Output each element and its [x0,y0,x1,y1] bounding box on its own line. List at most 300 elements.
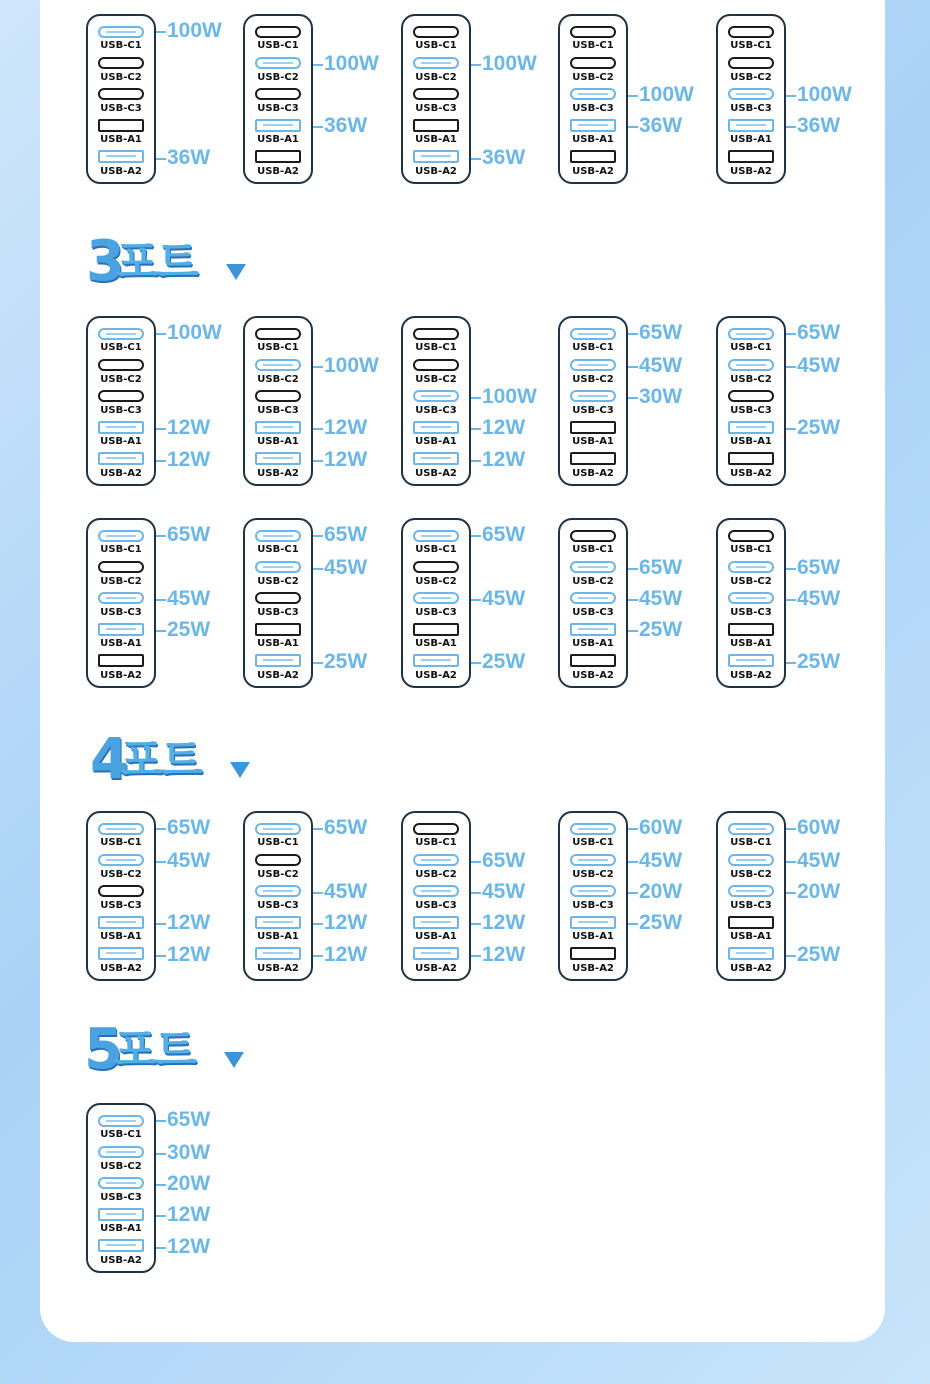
usb-c-port-icon [570,328,616,340]
port-label: USB-A1 [572,134,614,145]
watt-leader-line [156,535,166,537]
usb-a-port-icon [98,1208,144,1221]
usb-a-port-icon [98,1239,144,1252]
usb-a-port-icon [728,452,774,465]
watt-leader-line [628,333,638,335]
usb-a-port-icon [413,421,459,434]
watt-leader-line [786,955,796,957]
watt-leader-line [628,861,638,863]
usb-c-port-icon [570,823,616,835]
usb-a-port-icon [98,119,144,132]
wattage-label: 12W [482,416,526,439]
charger-diagram [558,811,628,981]
watt-leader-line [471,535,481,537]
port-label: USB-C3 [100,607,142,618]
usb-a-port-icon [98,654,144,667]
port-label: USB-C1 [415,40,457,51]
usb-a-port-icon [255,150,301,163]
watt-leader-line [786,428,796,430]
wattage-label: 12W [167,1203,211,1226]
charger-diagram [401,518,471,688]
wattage-label: 12W [482,943,526,966]
watt-leader-line [313,568,323,570]
usb-a-port-icon [413,947,459,960]
port-label: USB-C2 [257,576,299,587]
usb-c-port-icon [98,561,144,573]
usb-c-port-icon [98,530,144,542]
port-label: USB-C3 [100,103,142,114]
watt-leader-line [313,892,323,894]
wattage-label: 45W [639,354,683,377]
usb-a-port-icon [728,623,774,636]
usb-a-port-icon [728,916,774,929]
watt-leader-line [156,955,166,957]
port-label: USB-C3 [730,607,772,618]
usb-c-port-icon [728,57,774,69]
usb-c-port-icon [728,530,774,542]
usb-c-port-icon [570,854,616,866]
wattage-label: 30W [639,385,683,408]
usb-c-port-icon [255,530,301,542]
usb-c-port-icon [98,328,144,340]
wattage-label: 45W [797,587,841,610]
port-label: USB-C3 [100,405,142,416]
port-label: USB-A1 [730,134,772,145]
usb-a-port-icon [570,150,616,163]
port-label: USB-C2 [572,576,614,587]
port-label: USB-A2 [730,670,772,681]
usb-a-port-icon [570,654,616,667]
usb-c-port-icon [98,359,144,371]
watt-leader-line [471,923,481,925]
watt-leader-line [786,366,796,368]
wattage-label: 60W [639,816,683,839]
port-label: USB-C1 [415,837,457,848]
charger-diagram [86,316,156,486]
port-label: USB-C2 [572,72,614,83]
wattage-label: 25W [797,650,841,673]
triangle-down-icon [226,264,246,280]
wattage-label: 100W [167,19,222,42]
port-label: USB-C2 [100,576,142,587]
watt-leader-line [471,64,481,66]
watt-leader-line [471,662,481,664]
wattage-label: 65W [797,321,841,344]
usb-c-port-icon [98,823,144,835]
charger-diagram [401,811,471,981]
port-label: USB-A1 [257,436,299,447]
port-label: USB-C3 [572,607,614,618]
wattage-label: 25W [639,911,683,934]
port-label: USB-C3 [257,607,299,618]
port-label: USB-A2 [257,670,299,681]
watt-leader-line [628,366,638,368]
watt-leader-line [156,158,166,160]
watt-leader-line [156,630,166,632]
port-label: USB-C3 [572,900,614,911]
section-heading-5port [84,1017,254,1084]
usb-c-port-icon [728,885,774,897]
charger-diagram [86,1103,156,1273]
watt-leader-line [628,923,638,925]
port-label: USB-C3 [100,1192,142,1203]
usb-c-port-icon [413,592,459,604]
port-label: USB-C2 [730,869,772,880]
usb-c-port-icon [413,88,459,100]
port-label: USB-C2 [730,374,772,385]
port-label: USB-C3 [572,103,614,114]
watt-leader-line [471,460,481,462]
port-label: USB-A2 [730,166,772,177]
heading-number: 5 [84,1017,123,1082]
usb-c-port-icon [98,88,144,100]
section-heading-3port [86,229,256,296]
usb-c-port-icon [728,854,774,866]
port-label: USB-A2 [415,670,457,681]
wattage-label: 45W [167,587,211,610]
charger-diagram [558,14,628,184]
port-label: USB-A1 [415,436,457,447]
port-label: USB-A2 [100,670,142,681]
watt-leader-line [313,64,323,66]
heading-number: 3 [86,229,125,294]
wattage-label: 12W [167,448,211,471]
wattage-label: 12W [482,448,526,471]
wattage-label: 36W [482,146,526,169]
section-heading-4port [90,727,260,794]
usb-c-port-icon [98,592,144,604]
usb-c-port-icon [98,1115,144,1127]
watt-leader-line [471,397,481,399]
usb-a-port-icon [255,623,301,636]
watt-leader-line [628,630,638,632]
watt-leader-line [313,923,323,925]
port-label: USB-C2 [415,869,457,880]
usb-a-port-icon [255,654,301,667]
watt-leader-line [628,126,638,128]
watt-leader-line [313,428,323,430]
port-label: USB-A1 [415,638,457,649]
port-label: USB-C1 [257,544,299,555]
watt-leader-line [471,892,481,894]
usb-c-port-icon [413,854,459,866]
usb-a-port-icon [255,452,301,465]
charger-diagram [243,316,313,486]
wattage-label: 100W [482,52,537,75]
watt-leader-line [156,1247,166,1249]
wattage-label: 45W [797,354,841,377]
port-label: USB-C1 [257,342,299,353]
usb-c-port-icon [255,561,301,573]
port-label: USB-C1 [257,837,299,848]
wattage-label: 36W [167,146,211,169]
watt-leader-line [156,923,166,925]
port-label: USB-C2 [100,1161,142,1172]
heading-word: 포트 [116,237,198,288]
usb-c-port-icon [728,88,774,100]
usb-a-port-icon [570,119,616,132]
usb-a-port-icon [570,623,616,636]
usb-a-port-icon [413,654,459,667]
watt-leader-line [313,662,323,664]
wattage-label: 12W [167,416,211,439]
wattage-label: 100W [482,385,537,408]
usb-c-port-icon [255,592,301,604]
usb-c-port-icon [255,359,301,371]
watt-leader-line [313,366,323,368]
charger-diagram [243,811,313,981]
usb-a-port-icon [570,916,616,929]
wattage-label: 65W [639,556,683,579]
wattage-label: 30W [167,1141,211,1164]
port-label: USB-C1 [100,1129,142,1140]
wattage-label: 45W [167,849,211,872]
wattage-label: 25W [639,618,683,641]
wattage-label: 25W [797,416,841,439]
wattage-label: 45W [797,849,841,872]
watt-leader-line [471,158,481,160]
port-label: USB-C1 [572,837,614,848]
wattage-label: 100W [797,83,852,106]
port-label: USB-A1 [100,931,142,942]
usb-a-port-icon [728,654,774,667]
port-label: USB-A1 [100,638,142,649]
heading-word: 포트 [120,735,202,786]
port-label: USB-A1 [730,436,772,447]
wattage-label: 20W [797,880,841,903]
usb-c-port-icon [255,823,301,835]
charger-diagram [558,316,628,486]
wattage-label: 36W [324,114,368,137]
usb-c-port-icon [413,57,459,69]
heading-word: 포트 [114,1025,196,1076]
usb-a-port-icon [728,150,774,163]
wattage-label: 45W [324,880,368,903]
wattage-label: 12W [324,416,368,439]
port-label: USB-C1 [730,342,772,353]
wattage-label: 12W [324,448,368,471]
charger-diagram [86,14,156,184]
port-label: USB-C1 [415,342,457,353]
charger-diagram [716,316,786,486]
charger-diagram [243,518,313,688]
usb-a-port-icon [570,421,616,434]
usb-c-port-icon [570,88,616,100]
port-label: USB-A2 [415,468,457,479]
port-label: USB-C3 [415,900,457,911]
watt-leader-line [156,1153,166,1155]
wattage-label: 12W [167,1235,211,1258]
wattage-label: 20W [167,1172,211,1195]
watt-leader-line [156,828,166,830]
usb-a-port-icon [728,947,774,960]
wattage-label: 12W [324,911,368,934]
watt-leader-line [156,333,166,335]
port-label: USB-A2 [257,468,299,479]
port-label: USB-A2 [100,1255,142,1266]
usb-c-port-icon [98,1146,144,1158]
usb-c-port-icon [255,57,301,69]
port-label: USB-C2 [257,374,299,385]
usb-c-port-icon [98,854,144,866]
port-label: USB-A1 [100,134,142,145]
usb-c-port-icon [570,359,616,371]
usb-a-port-icon [98,452,144,465]
wattage-label: 36W [639,114,683,137]
watt-leader-line [786,568,796,570]
port-label: USB-C3 [257,900,299,911]
usb-a-port-icon [98,916,144,929]
usb-c-port-icon [570,390,616,402]
usb-c-port-icon [413,885,459,897]
wattage-label: 65W [167,816,211,839]
usb-c-port-icon [98,1177,144,1189]
usb-a-port-icon [570,947,616,960]
wattage-label: 100W [639,83,694,106]
port-label: USB-A1 [257,638,299,649]
wattage-label: 65W [324,523,368,546]
port-label: USB-C1 [572,342,614,353]
port-label: USB-A2 [730,468,772,479]
wattage-label: 12W [167,943,211,966]
usb-c-port-icon [255,390,301,402]
port-label: USB-C1 [415,544,457,555]
watt-leader-line [786,126,796,128]
watt-leader-line [786,599,796,601]
wattage-label: 12W [324,943,368,966]
watt-leader-line [156,1184,166,1186]
port-label: USB-A2 [415,166,457,177]
usb-c-port-icon [98,26,144,38]
watt-leader-line [628,892,638,894]
usb-c-port-icon [728,359,774,371]
usb-a-port-icon [728,421,774,434]
watt-leader-line [471,428,481,430]
wattage-label: 12W [482,911,526,934]
port-label: USB-C3 [730,103,772,114]
charger-diagram [401,316,471,486]
wattage-label: 60W [797,816,841,839]
watt-leader-line [786,828,796,830]
port-label: USB-C2 [572,869,614,880]
watt-leader-line [156,31,166,33]
watt-leader-line [628,95,638,97]
port-label: USB-C1 [257,40,299,51]
usb-c-port-icon [570,885,616,897]
usb-c-port-icon [413,823,459,835]
port-label: USB-A1 [572,931,614,942]
port-label: USB-C2 [415,374,457,385]
watt-leader-line [313,460,323,462]
wattage-label: 65W [639,321,683,344]
usb-c-port-icon [413,359,459,371]
heading-number: 4 [90,727,129,792]
usb-c-port-icon [728,26,774,38]
charger-diagram [243,14,313,184]
usb-c-port-icon [98,390,144,402]
charger-diagram [86,518,156,688]
charger-diagram [716,14,786,184]
watt-leader-line [313,955,323,957]
port-label: USB-A2 [100,468,142,479]
port-label: USB-A2 [572,963,614,974]
usb-a-port-icon [413,119,459,132]
usb-a-port-icon [98,421,144,434]
port-label: USB-A1 [730,931,772,942]
port-label: USB-A1 [572,638,614,649]
usb-c-port-icon [728,592,774,604]
usb-c-port-icon [98,57,144,69]
port-label: USB-A2 [257,166,299,177]
usb-a-port-icon [255,916,301,929]
port-label: USB-C1 [100,837,142,848]
port-label: USB-C2 [257,869,299,880]
usb-c-port-icon [570,561,616,573]
port-label: USB-C3 [730,900,772,911]
usb-a-port-icon [728,119,774,132]
watt-leader-line [628,599,638,601]
watt-leader-line [156,1120,166,1122]
port-label: USB-C2 [100,72,142,83]
port-label: USB-C2 [415,72,457,83]
watt-leader-line [313,828,323,830]
wattage-label: 65W [324,816,368,839]
port-label: USB-C2 [100,869,142,880]
watt-leader-line [471,861,481,863]
port-label: USB-A1 [730,638,772,649]
usb-c-port-icon [413,561,459,573]
usb-c-port-icon [570,530,616,542]
usb-c-port-icon [728,390,774,402]
wattage-label: 45W [482,880,526,903]
port-label: USB-C1 [730,837,772,848]
watt-leader-line [786,333,796,335]
port-label: USB-C3 [257,103,299,114]
port-label: USB-C3 [100,900,142,911]
watt-leader-line [628,397,638,399]
port-label: USB-C1 [572,40,614,51]
wattage-label: 100W [167,321,222,344]
port-label: USB-A2 [257,963,299,974]
wattage-label: 25W [324,650,368,673]
wattage-label: 100W [324,354,379,377]
usb-c-port-icon [255,885,301,897]
usb-c-port-icon [728,823,774,835]
wattage-label: 25W [167,618,211,641]
wattage-label: 45W [639,849,683,872]
port-label: USB-A1 [100,436,142,447]
watt-leader-line [628,828,638,830]
usb-c-port-icon [255,88,301,100]
port-label: USB-A2 [730,963,772,974]
usb-c-port-icon [413,328,459,340]
charger-diagram [716,518,786,688]
watt-leader-line [786,892,796,894]
port-label: USB-A2 [572,166,614,177]
usb-c-port-icon [255,328,301,340]
wattage-label: 65W [482,523,526,546]
usb-c-port-icon [413,530,459,542]
port-label: USB-A2 [572,468,614,479]
port-label: USB-C3 [415,607,457,618]
wattage-label: 65W [797,556,841,579]
wattage-label: 45W [324,556,368,579]
port-label: USB-C2 [730,576,772,587]
watt-leader-line [471,955,481,957]
port-label: USB-A2 [100,963,142,974]
usb-a-port-icon [413,150,459,163]
usb-a-port-icon [255,421,301,434]
